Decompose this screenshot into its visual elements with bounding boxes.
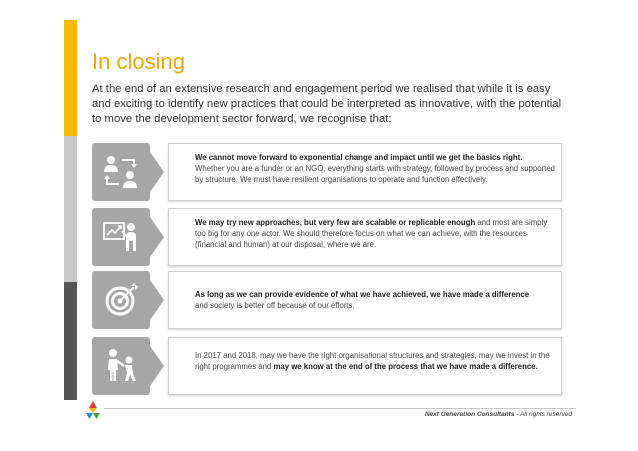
list-item: [92, 208, 562, 266]
accent-bar-yellow: [64, 20, 77, 136]
pointer-arrow: [150, 217, 164, 257]
presenter-chart-icon: [92, 208, 150, 266]
pointer-arrow: [150, 346, 164, 386]
statement-text: and society is better off because of our efforts.: [195, 301, 355, 310]
footer-divider: [104, 408, 576, 409]
list-item: [92, 337, 562, 395]
statement-box: [168, 337, 562, 395]
company-logo-icon: [86, 401, 100, 419]
statement-bold: As long as we can provide evidence of what we have achieved, we have made a difference: [195, 290, 530, 299]
list-item: [92, 143, 562, 201]
intro-paragraph: At the end of an extensive research and engagement period we realised that while it is easy and exciting to identify new practices that could be interpreted as innovative, with the potential to move the development sector forward, we recognise that:: [92, 83, 562, 125]
pointer-arrow: [150, 280, 164, 320]
pointer-arrow: [150, 152, 164, 192]
accent-bar-dark-gray: [64, 282, 77, 400]
statement-text: and most are simply too big for any one actor. We should therefore focus on what we can achieve, with the resources (financial and human) at our disposal, where we are.: [195, 218, 548, 249]
footer-text: [425, 411, 572, 418]
statement-text: In 2017 and 2018, may we have the right organisational structures and strategies, may we invest in the right programmes and: [195, 351, 550, 371]
people-exchange-icon: [92, 143, 150, 201]
statement-bold: may we know at the end of the process that we have made a difference.: [273, 362, 538, 371]
statement-box: [168, 143, 562, 201]
accent-bar-light-gray: [64, 136, 77, 282]
statement-text: Whether you are a funder or an NGO, everything starts with strategy, followed by process and supported by structure. We must have resilient organisations to operate and function effectively.: [195, 164, 555, 184]
footer-brand: Next Generation Consultants: [424, 411, 515, 418]
statement-bold: We may try new approaches, but very few are scalable or replicable enough: [195, 218, 476, 227]
list-item: [92, 271, 562, 329]
target-icon: [92, 271, 150, 329]
page-title: In closing: [92, 49, 185, 74]
statement-box: [168, 208, 562, 266]
helping-people-icon: [92, 337, 150, 395]
statement-box: [168, 271, 562, 329]
footer-rights: - All rights reserved: [514, 411, 572, 418]
statement-bold: We cannot move forward to exponential change and impact until we get the basics right.: [195, 153, 523, 162]
